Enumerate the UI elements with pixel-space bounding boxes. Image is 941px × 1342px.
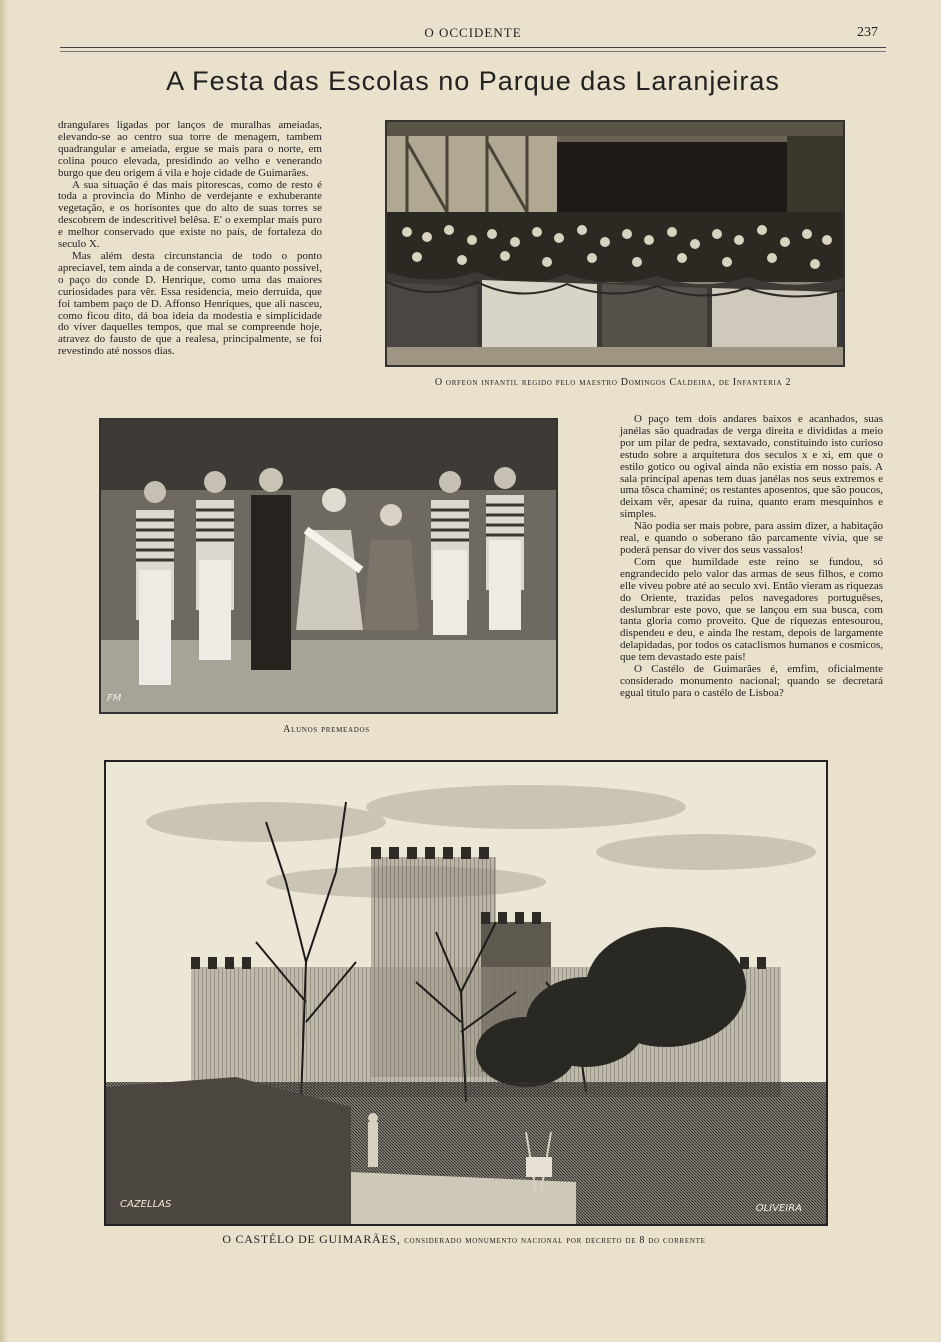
castle-engraving-image <box>106 762 826 1224</box>
photo-alunos-image <box>101 420 556 712</box>
artist-signature: OLIVEIRA <box>755 1203 802 1214</box>
photo-orfeon <box>385 120 845 367</box>
article-title: A Festa das Escolas no Parque das Laranjeiras <box>166 66 780 96</box>
engraving-castelo <box>104 760 828 1226</box>
paragraph: Mas além desta circunstancia de todo o ponto apreciavel, tem ainda a de conservar, tanto quanto possivel, o paço do conde D. Henrique, como uma das maiores curiosidades para vêr. Essa residencia, meio derruida, que foi tambem paço de D. Affonso Henriques, que ali nasceu, como ficou dito, dá boa ideia da modestia e simplicidade do viver daquelles tempos, que mal se compreende hoje, atravez do fausto de que a realesa, principalmente, se foi revestindo até nossos dias. <box>58 249 322 358</box>
photo-alunos <box>99 418 558 714</box>
header-rule-thin <box>60 51 886 52</box>
text-column-right <box>620 414 883 700</box>
caption-castelo-main: O CASTÉLO DE GUIMARÃES, <box>222 1232 401 1246</box>
paragraph: drangulares ligadas por lanços de muralhas ameiadas, elevando-se ao centro sua torre de menagem, tambem quadrangular e ameiada, ergue se mais para o norte, em colina pouco elevada, presidindo ao velho e venerando burgo que deu origem á vila e hoje cidade de Guimarães. <box>58 119 322 179</box>
caption-alunos: Alunos premeados <box>283 724 370 735</box>
running-title: O OCCIDENTE <box>424 25 522 40</box>
photo-orfeon-image <box>387 122 843 365</box>
header-rule <box>60 47 886 48</box>
caption-castelo-rest: considerado monumento nacional por decreto de 8 do corrente <box>404 1235 706 1246</box>
page-number: 237 <box>857 25 878 40</box>
running-header <box>60 22 886 50</box>
paragraph: O paço tem dois andares baixos e acanhados, suas janélas são quadradas de verga direita e divididas a meio por um pilar de pedra, sextavado, constituindo isto curioso estudo sobre a arquitetura dos seculos x e xi, em que o estilo gotico ou ogival ainda não existia em nosso país. A sala principal apenas tem duas janélas nos seus extremos e uma tôsca chaminé; os restantes aposentos, que são poucos, deixam vêr, apesar da ruina, quanto eram mesquinhos e simples. <box>620 413 883 521</box>
photo-signature: FM <box>107 693 122 704</box>
paragraph: O Castélo de Guimarães é, emfim, oficialmente considerado monumento nacional; quando se decretará egual titulo para o castélo de Lisboa? <box>620 663 883 699</box>
caption-castelo <box>104 1232 824 1247</box>
page-edge <box>0 0 8 1342</box>
engraver-signature: CAZELLAS <box>120 1199 172 1210</box>
text-column-left <box>58 120 322 358</box>
caption-orfeon: O orfeon infantil regido pelo maestro Domingos Caldeira, de Infanteria 2 <box>434 377 792 388</box>
paragraph: A sua situação é das mais pitorescas, como de resto é toda a provincia do Minho de verdejante e exhuberante vegetação, e os horisontes que do alto de suas torres se descobrem de indescritivel belêsa. E' o exemplar mais puro e melhor conservado que existe no país, de fortaleza do seculo X. <box>58 178 322 251</box>
paragraph: Não podia ser mais pobre, para assim dizer, a habitação real, e quando o soberano tão parcamente vivia, que se poderá pensar do viver dos seus vassalos! <box>620 520 883 556</box>
paragraph: Com que humildade este reino se fundou, só engrandecido pelo valor das armas de seus filhos, e como elle viveu pobre até ao seculo xvi. Então vieram as riquezas do Oriente, trazidas pelos navegadores portuguêses, deslumbrar este povo, que se lançou em sua busca, com tanta gloria como proveito. Que de riquezas entesourou, dispendeu e deu, e ainda lhe restam, depois de largamente delapidadas, por todos os cataclismos humanos e cosmicos, que tem devastado este país! <box>620 555 883 664</box>
